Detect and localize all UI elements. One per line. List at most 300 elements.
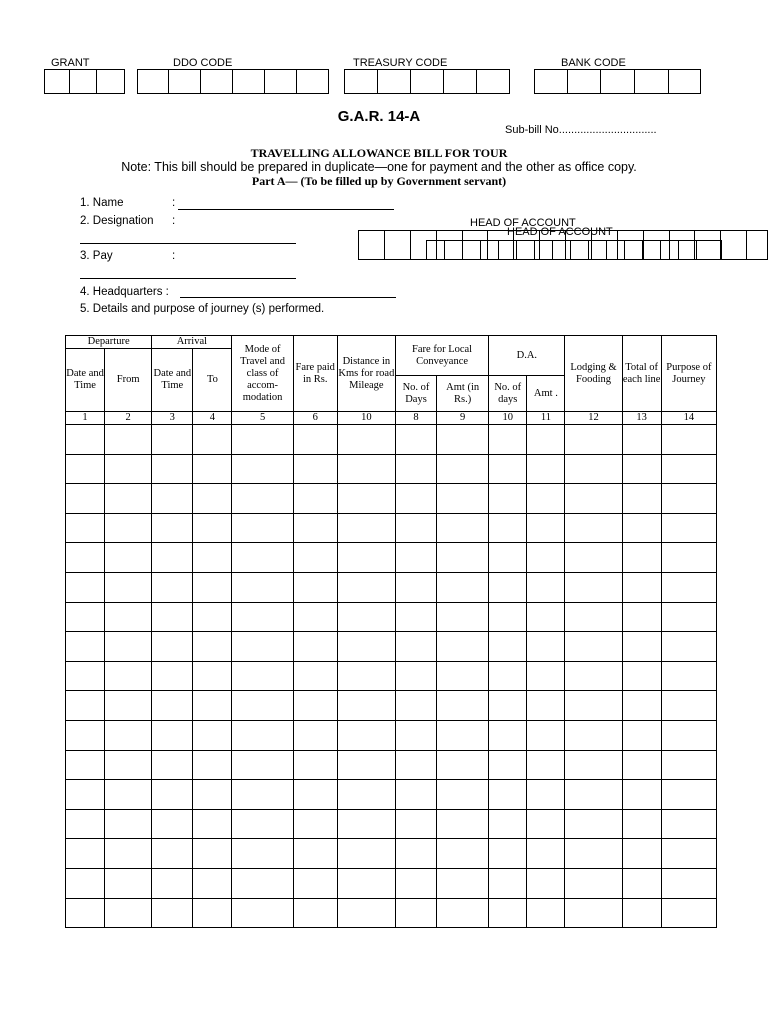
hoa-box[interactable] bbox=[721, 231, 747, 259]
table-cell[interactable] bbox=[661, 839, 716, 869]
table-cell[interactable] bbox=[193, 484, 232, 514]
hoa-box[interactable] bbox=[499, 241, 517, 259]
table-cell[interactable] bbox=[437, 572, 489, 602]
column-number: 3 bbox=[152, 412, 193, 425]
table-cell[interactable] bbox=[66, 868, 105, 898]
arrival-to-header: To bbox=[193, 349, 232, 412]
table-cell[interactable] bbox=[565, 661, 622, 691]
table-cell[interactable] bbox=[437, 632, 489, 662]
table-cell[interactable] bbox=[293, 780, 337, 810]
table-cell[interactable] bbox=[66, 839, 105, 869]
table-cell[interactable] bbox=[527, 425, 565, 455]
table-cell[interactable] bbox=[105, 632, 152, 662]
table-cell[interactable] bbox=[661, 454, 716, 484]
table-cell[interactable] bbox=[395, 809, 436, 839]
table-cell[interactable] bbox=[565, 602, 622, 632]
table-cell[interactable] bbox=[193, 898, 232, 928]
table-cell[interactable] bbox=[437, 809, 489, 839]
table-cell[interactable] bbox=[622, 543, 661, 573]
table-cell[interactable] bbox=[193, 839, 232, 869]
table-cell[interactable] bbox=[337, 513, 395, 543]
table-cell[interactable] bbox=[437, 661, 489, 691]
table-row bbox=[66, 839, 717, 869]
table-cell[interactable] bbox=[661, 720, 716, 750]
table-cell[interactable] bbox=[437, 868, 489, 898]
table-cell[interactable] bbox=[293, 602, 337, 632]
table-cell[interactable] bbox=[232, 513, 293, 543]
table-cell[interactable] bbox=[105, 809, 152, 839]
table-cell[interactable] bbox=[622, 661, 661, 691]
pay-field[interactable] bbox=[80, 278, 296, 279]
head-of-account-boxes-overlap[interactable] bbox=[426, 240, 722, 260]
table-cell[interactable] bbox=[527, 780, 565, 810]
table-cell[interactable] bbox=[66, 780, 105, 810]
table-cell[interactable] bbox=[337, 425, 395, 455]
table-cell[interactable] bbox=[489, 780, 527, 810]
table-cell[interactable] bbox=[105, 484, 152, 514]
table-cell[interactable] bbox=[395, 513, 436, 543]
table-cell[interactable] bbox=[565, 839, 622, 869]
table-cell[interactable] bbox=[489, 691, 527, 721]
ddo-code-boxes[interactable] bbox=[137, 69, 329, 94]
table-cell[interactable] bbox=[232, 809, 293, 839]
hoa-box[interactable] bbox=[661, 241, 679, 259]
table-row bbox=[66, 543, 717, 573]
table-cell[interactable] bbox=[527, 484, 565, 514]
table-cell[interactable] bbox=[337, 572, 395, 602]
table-cell[interactable] bbox=[437, 720, 489, 750]
table-cell[interactable] bbox=[66, 898, 105, 928]
table-cell[interactable] bbox=[527, 868, 565, 898]
table-cell[interactable] bbox=[152, 839, 193, 869]
table-cell[interactable] bbox=[527, 632, 565, 662]
table-cell[interactable] bbox=[293, 572, 337, 602]
table-cell[interactable] bbox=[565, 425, 622, 455]
table-cell[interactable] bbox=[66, 602, 105, 632]
table-cell[interactable] bbox=[661, 543, 716, 573]
table-cell[interactable] bbox=[293, 691, 337, 721]
table-cell[interactable] bbox=[622, 602, 661, 632]
table-cell[interactable] bbox=[232, 780, 293, 810]
table-cell[interactable] bbox=[152, 868, 193, 898]
table-cell[interactable] bbox=[152, 572, 193, 602]
bank-box[interactable] bbox=[568, 70, 601, 93]
table-cell[interactable] bbox=[527, 454, 565, 484]
table-cell[interactable] bbox=[152, 898, 193, 928]
table-cell[interactable] bbox=[293, 425, 337, 455]
table-cell[interactable] bbox=[437, 543, 489, 573]
column-number: 14 bbox=[661, 412, 716, 425]
table-cell[interactable] bbox=[337, 839, 395, 869]
headquarters-field[interactable] bbox=[180, 297, 396, 298]
table-cell[interactable] bbox=[661, 602, 716, 632]
table-cell[interactable] bbox=[489, 513, 527, 543]
ddo-box[interactable] bbox=[138, 70, 169, 93]
table-cell[interactable] bbox=[66, 484, 105, 514]
table-cell[interactable] bbox=[527, 691, 565, 721]
table-cell[interactable] bbox=[437, 898, 489, 928]
table-cell[interactable] bbox=[105, 572, 152, 602]
hoa-box[interactable] bbox=[571, 241, 589, 259]
table-cell[interactable] bbox=[661, 572, 716, 602]
table-cell[interactable] bbox=[66, 720, 105, 750]
column-number: 5 bbox=[232, 412, 293, 425]
table-cell[interactable] bbox=[337, 602, 395, 632]
treasury-box[interactable] bbox=[378, 70, 411, 93]
table-cell[interactable] bbox=[337, 720, 395, 750]
table-cell[interactable] bbox=[66, 543, 105, 573]
table-cell[interactable] bbox=[293, 868, 337, 898]
table-cell[interactable] bbox=[622, 572, 661, 602]
treasury-box[interactable] bbox=[345, 70, 378, 93]
table-cell[interactable] bbox=[337, 632, 395, 662]
table-cell[interactable] bbox=[622, 780, 661, 810]
table-cell[interactable] bbox=[489, 868, 527, 898]
table-cell[interactable] bbox=[489, 602, 527, 632]
table-cell[interactable] bbox=[622, 809, 661, 839]
table-cell[interactable] bbox=[489, 839, 527, 869]
ddo-box[interactable] bbox=[297, 70, 328, 93]
table-cell[interactable] bbox=[66, 513, 105, 543]
table-cell[interactable] bbox=[395, 572, 436, 602]
table-cell[interactable] bbox=[395, 780, 436, 810]
column-number: 4 bbox=[193, 412, 232, 425]
table-cell[interactable] bbox=[293, 632, 337, 662]
table-cell[interactable] bbox=[489, 809, 527, 839]
table-cell[interactable] bbox=[105, 513, 152, 543]
table-cell[interactable] bbox=[489, 484, 527, 514]
table-cell[interactable] bbox=[105, 425, 152, 455]
table-cell[interactable] bbox=[232, 868, 293, 898]
table-cell[interactable] bbox=[527, 750, 565, 780]
table-cell[interactable] bbox=[437, 484, 489, 514]
table-cell[interactable] bbox=[661, 898, 716, 928]
table-cell[interactable] bbox=[293, 543, 337, 573]
table-cell[interactable] bbox=[66, 750, 105, 780]
table-cell[interactable] bbox=[193, 750, 232, 780]
table-cell[interactable] bbox=[489, 425, 527, 455]
table-cell[interactable] bbox=[337, 691, 395, 721]
table-cell[interactable] bbox=[565, 632, 622, 662]
table-cell[interactable] bbox=[622, 454, 661, 484]
table-cell[interactable] bbox=[152, 484, 193, 514]
treasury-code-label: TREASURY CODE bbox=[353, 57, 448, 69]
table-cell[interactable] bbox=[232, 691, 293, 721]
table-cell[interactable] bbox=[337, 780, 395, 810]
hoa-box[interactable] bbox=[697, 241, 715, 259]
grant-box[interactable] bbox=[45, 70, 70, 93]
hoa-box[interactable] bbox=[679, 241, 697, 259]
table-cell[interactable] bbox=[232, 720, 293, 750]
table-cell[interactable] bbox=[622, 484, 661, 514]
table-cell[interactable] bbox=[565, 543, 622, 573]
table-cell[interactable] bbox=[232, 898, 293, 928]
grant-box[interactable] bbox=[97, 70, 124, 93]
table-cell[interactable] bbox=[395, 868, 436, 898]
table-cell[interactable] bbox=[622, 720, 661, 750]
table-cell[interactable] bbox=[661, 425, 716, 455]
table-cell[interactable] bbox=[489, 572, 527, 602]
table-cell[interactable] bbox=[565, 454, 622, 484]
table-cell[interactable] bbox=[337, 898, 395, 928]
table-cell[interactable] bbox=[661, 691, 716, 721]
table-cell[interactable] bbox=[152, 750, 193, 780]
ddo-box[interactable] bbox=[233, 70, 265, 93]
table-cell[interactable] bbox=[232, 572, 293, 602]
table-cell[interactable] bbox=[337, 484, 395, 514]
table-cell[interactable] bbox=[105, 868, 152, 898]
designation-colon: : bbox=[172, 215, 176, 227]
table-cell[interactable] bbox=[193, 602, 232, 632]
table-cell[interactable] bbox=[152, 780, 193, 810]
table-cell[interactable] bbox=[232, 750, 293, 780]
table-cell[interactable] bbox=[105, 454, 152, 484]
table-cell[interactable] bbox=[489, 661, 527, 691]
table-cell[interactable] bbox=[437, 780, 489, 810]
table-cell[interactable] bbox=[337, 454, 395, 484]
table-cell[interactable] bbox=[66, 691, 105, 721]
table-cell[interactable] bbox=[565, 809, 622, 839]
table-cell[interactable] bbox=[489, 543, 527, 573]
column-number: 8 bbox=[395, 412, 436, 425]
table-cell[interactable] bbox=[489, 454, 527, 484]
table-cell[interactable] bbox=[661, 750, 716, 780]
table-cell[interactable] bbox=[232, 839, 293, 869]
table-cell[interactable] bbox=[622, 898, 661, 928]
table-cell[interactable] bbox=[66, 632, 105, 662]
bank-box[interactable] bbox=[601, 70, 635, 93]
table-cell[interactable] bbox=[105, 780, 152, 810]
hoa-box[interactable] bbox=[517, 241, 535, 259]
table-cell[interactable] bbox=[66, 425, 105, 455]
arrival-date-header: Date and Time bbox=[152, 349, 193, 412]
table-cell[interactable] bbox=[395, 425, 436, 455]
table-cell[interactable] bbox=[661, 661, 716, 691]
hoa-box[interactable] bbox=[535, 241, 553, 259]
treasury-box[interactable] bbox=[411, 70, 444, 93]
table-cell[interactable] bbox=[105, 543, 152, 573]
table-cell[interactable] bbox=[565, 572, 622, 602]
designation-field[interactable] bbox=[80, 243, 296, 244]
table-cell[interactable] bbox=[293, 484, 337, 514]
table-cell[interactable] bbox=[395, 691, 436, 721]
table-cell[interactable] bbox=[565, 780, 622, 810]
table-cell[interactable] bbox=[105, 839, 152, 869]
hoa-box[interactable] bbox=[359, 231, 385, 259]
table-cell[interactable] bbox=[622, 632, 661, 662]
table-cell[interactable] bbox=[527, 720, 565, 750]
table-cell[interactable] bbox=[565, 898, 622, 928]
table-cell[interactable] bbox=[152, 543, 193, 573]
table-cell[interactable] bbox=[193, 632, 232, 662]
table-cell[interactable] bbox=[622, 513, 661, 543]
table-cell[interactable] bbox=[395, 898, 436, 928]
table-cell[interactable] bbox=[337, 809, 395, 839]
table-cell[interactable] bbox=[105, 661, 152, 691]
table-cell[interactable] bbox=[66, 454, 105, 484]
table-cell[interactable] bbox=[66, 661, 105, 691]
bank-box[interactable] bbox=[535, 70, 568, 93]
total-header: Total of each line bbox=[622, 336, 661, 412]
table-cell[interactable] bbox=[395, 454, 436, 484]
table-cell[interactable] bbox=[437, 454, 489, 484]
table-cell[interactable] bbox=[232, 425, 293, 455]
bank-box[interactable] bbox=[669, 70, 700, 93]
hoa-box[interactable] bbox=[625, 241, 643, 259]
table-cell[interactable] bbox=[395, 484, 436, 514]
hoa-box[interactable] bbox=[385, 231, 411, 259]
table-cell[interactable] bbox=[395, 661, 436, 691]
table-cell[interactable] bbox=[152, 454, 193, 484]
bank-box[interactable] bbox=[635, 70, 669, 93]
table-cell[interactable] bbox=[437, 425, 489, 455]
table-cell[interactable] bbox=[232, 602, 293, 632]
table-cell[interactable] bbox=[293, 720, 337, 750]
table-cell[interactable] bbox=[152, 809, 193, 839]
ddo-box[interactable] bbox=[201, 70, 233, 93]
table-cell[interactable] bbox=[489, 632, 527, 662]
table-cell[interactable] bbox=[661, 868, 716, 898]
table-cell[interactable] bbox=[437, 839, 489, 869]
treasury-code-boxes[interactable] bbox=[344, 69, 510, 94]
table-cell[interactable] bbox=[152, 720, 193, 750]
hoa-box[interactable] bbox=[607, 241, 625, 259]
table-cell[interactable] bbox=[622, 691, 661, 721]
table-cell[interactable] bbox=[105, 898, 152, 928]
table-cell[interactable] bbox=[395, 632, 436, 662]
table-cell[interactable] bbox=[105, 720, 152, 750]
table-cell[interactable] bbox=[193, 513, 232, 543]
treasury-box[interactable] bbox=[444, 70, 477, 93]
bill-title: TRAVELLING ALLOWANCE BILL FOR TOUR bbox=[250, 146, 508, 160]
ddo-box[interactable] bbox=[265, 70, 297, 93]
table-cell[interactable] bbox=[293, 513, 337, 543]
name-field[interactable] bbox=[178, 209, 394, 210]
table-cell[interactable] bbox=[527, 809, 565, 839]
hoa-box[interactable] bbox=[553, 241, 571, 259]
hoa-box[interactable] bbox=[481, 241, 499, 259]
table-cell[interactable] bbox=[489, 750, 527, 780]
table-cell[interactable] bbox=[622, 839, 661, 869]
hoa-box[interactable] bbox=[589, 241, 607, 259]
table-cell[interactable] bbox=[565, 484, 622, 514]
table-cell[interactable] bbox=[661, 780, 716, 810]
bank-code-label: BANK CODE bbox=[561, 57, 626, 69]
table-cell[interactable] bbox=[193, 572, 232, 602]
hoa-box[interactable] bbox=[643, 241, 661, 259]
table-cell[interactable] bbox=[565, 750, 622, 780]
table-cell[interactable] bbox=[232, 454, 293, 484]
table-cell[interactable] bbox=[293, 839, 337, 869]
table-cell[interactable] bbox=[661, 809, 716, 839]
table-cell[interactable] bbox=[193, 780, 232, 810]
table-cell[interactable] bbox=[527, 602, 565, 632]
grant-box[interactable] bbox=[70, 70, 97, 93]
grant-boxes[interactable] bbox=[44, 69, 125, 94]
table-cell[interactable] bbox=[105, 602, 152, 632]
table-cell[interactable] bbox=[565, 691, 622, 721]
table-cell[interactable] bbox=[66, 572, 105, 602]
table-cell[interactable] bbox=[193, 661, 232, 691]
table-cell[interactable] bbox=[105, 750, 152, 780]
table-cell[interactable] bbox=[437, 513, 489, 543]
table-cell[interactable] bbox=[489, 898, 527, 928]
table-cell[interactable] bbox=[105, 691, 152, 721]
table-cell[interactable] bbox=[527, 839, 565, 869]
table-cell[interactable] bbox=[661, 484, 716, 514]
ddo-box[interactable] bbox=[169, 70, 201, 93]
table-cell[interactable] bbox=[527, 513, 565, 543]
table-cell[interactable] bbox=[193, 720, 232, 750]
table-cell[interactable] bbox=[337, 543, 395, 573]
table-cell[interactable] bbox=[293, 809, 337, 839]
table-cell[interactable] bbox=[193, 543, 232, 573]
table-cell[interactable] bbox=[527, 661, 565, 691]
table-cell[interactable] bbox=[293, 898, 337, 928]
table-cell[interactable] bbox=[152, 602, 193, 632]
table-cell[interactable] bbox=[152, 691, 193, 721]
table-cell[interactable] bbox=[395, 543, 436, 573]
table-cell[interactable] bbox=[337, 750, 395, 780]
table-cell[interactable] bbox=[395, 720, 436, 750]
hoa-box[interactable] bbox=[445, 241, 463, 259]
table-cell[interactable] bbox=[232, 484, 293, 514]
table-cell[interactable] bbox=[232, 661, 293, 691]
table-cell[interactable] bbox=[152, 425, 193, 455]
table-cell[interactable] bbox=[152, 632, 193, 662]
table-cell[interactable] bbox=[293, 661, 337, 691]
bank-code-boxes[interactable] bbox=[534, 69, 701, 94]
table-cell[interactable] bbox=[152, 513, 193, 543]
table-cell[interactable] bbox=[395, 602, 436, 632]
table-cell[interactable] bbox=[193, 809, 232, 839]
table-cell[interactable] bbox=[193, 425, 232, 455]
table-cell[interactable] bbox=[565, 720, 622, 750]
table-cell[interactable] bbox=[395, 750, 436, 780]
table-cell[interactable] bbox=[337, 661, 395, 691]
table-cell[interactable] bbox=[293, 454, 337, 484]
table-cell[interactable] bbox=[437, 691, 489, 721]
table-cell[interactable] bbox=[661, 513, 716, 543]
table-cell[interactable] bbox=[232, 632, 293, 662]
table-cell[interactable] bbox=[437, 750, 489, 780]
table-cell[interactable] bbox=[437, 602, 489, 632]
table-cell[interactable] bbox=[489, 720, 527, 750]
table-cell[interactable] bbox=[527, 572, 565, 602]
table-cell[interactable] bbox=[193, 454, 232, 484]
table-cell[interactable] bbox=[565, 868, 622, 898]
table-cell[interactable] bbox=[337, 868, 395, 898]
table-cell[interactable] bbox=[527, 898, 565, 928]
table-cell[interactable] bbox=[193, 868, 232, 898]
table-cell[interactable] bbox=[193, 691, 232, 721]
table-cell[interactable] bbox=[395, 839, 436, 869]
table-cell[interactable] bbox=[232, 543, 293, 573]
table-cell[interactable] bbox=[622, 425, 661, 455]
table-cell[interactable] bbox=[152, 661, 193, 691]
table-cell[interactable] bbox=[661, 632, 716, 662]
hoa-box[interactable] bbox=[427, 241, 445, 259]
hoa-box[interactable] bbox=[463, 241, 481, 259]
hoa-box[interactable] bbox=[747, 231, 767, 259]
table-cell[interactable] bbox=[565, 513, 622, 543]
treasury-box[interactable] bbox=[477, 70, 509, 93]
table-cell[interactable] bbox=[527, 543, 565, 573]
table-cell[interactable] bbox=[293, 750, 337, 780]
table-cell[interactable] bbox=[66, 809, 105, 839]
table-cell[interactable] bbox=[622, 750, 661, 780]
table-cell[interactable] bbox=[622, 868, 661, 898]
